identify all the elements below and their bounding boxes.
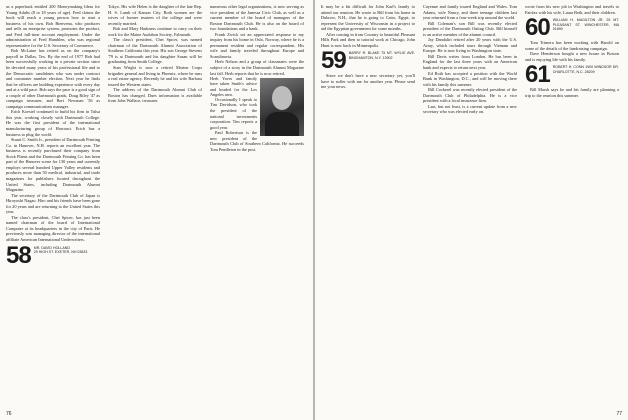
photo-caption: Herb Yaves and family have taken Smith's advice and headed for the Los Angeles area. (210, 76, 257, 97)
class-secretary-address: BARRY R. BLAKE 75 MT. WYLIE AVE. BINGHAMTON, N.Y. 13902 (348, 51, 415, 60)
paragraph: Dave Henderson bought a new house in Boston and is enjoying life with his family. (525, 51, 619, 62)
paragraph: Tokyo. His wife Helen is the daughter of the late Rep. H. S. Lamb of Kansas City. Both women are the wives of former trustees of the college and were recently married. (108, 4, 202, 26)
paragraph: Since we don't have a new secretary yet, you'll have to suffer with me for another year. Please send me your news. (321, 73, 415, 90)
paragraph: Bill Marsh says he and his family are planning a trip to the reunion this summer. (525, 87, 619, 98)
class-year: 60 (525, 14, 550, 42)
paragraph: Last, but not least, is a current update from a new secretary who was elected early on. (423, 103, 517, 115)
paragraph: Paul Robertson is the new president of the Dartmouth Club of Southern California. He succeeds Tom Pendleton in the post. (210, 130, 304, 152)
right-column-3 (525, 4, 619, 98)
paragraph: Bill Davis writes from London. He has been in England for the last three years with an American bank and expects to return next year. (423, 53, 517, 71)
secretary-name: MR. DAVID HOLLAND (33, 245, 70, 250)
right-page (315, 0, 628, 420)
paragraph: The address of the Dartmouth Alumni Club of Boston has changed. Dues information is available from John Wallace, treasurer. (108, 87, 202, 104)
left-column-3 (210, 4, 304, 152)
paragraph: It may be a bit difficult for John Karl's family to attend our reunion. He wrote to Bill from his home in Dubrow, N.H., that he is going to Cairo, Egypt, to represent the University of Wisconsin in a project to aid the Egyptian government for some months. (321, 4, 415, 32)
class-secretary-address: ROBERT H. CONN 1900 WINDSOR DR. CHARLOTTE, N.C. 28209 (552, 65, 619, 74)
paragraph: Bob McLaine has retired as on the company's payroll in Dallas, Tex. By the end of 1977 Bob had been successfully working in a private section since he devoted many years of his professional life and to the Democratic candidates who was under contract and commuter number election. Next year he finds that he officers are building experience with every day and at a wild pace. Bob says the pace is a good sign of a couple of other Dartmouth grads, Doug Riley '47 as campaign treasurer, and Bert Newman '56 as campaign communications manager. (6, 48, 100, 109)
class-secretary-address: WILLIAM H. MAGILTON JR. 25 MT. PLEASANT ST. WINCHESTER, MA 01890 (552, 18, 619, 31)
paragraph: numerous other legal organizations, is now serving as vice president of the Janessa Civic Club, as well as a current member of the board of managers of the Boston Dartmouth Club. He is also on the board of two foundations and a bank. (210, 4, 304, 32)
class-year: 59 (321, 47, 346, 75)
paragraph: Frank Zwick set an appreciated response to my inquiry from his home in Oslo, Norway, where he is a permanent resident and regular correspondent. His wife and family traveled throughout Europe and Scandinavia. (210, 31, 304, 59)
page-number: 77 (616, 411, 622, 417)
class-photo (260, 78, 304, 136)
paragraph: wrote from his new job in Washington and travels to Fairfax with his wife, Laura Beth, and their children. (525, 4, 619, 15)
paragraph: Bob and Mary Harkness continue to carry on their work for the Maine Audubon Society, Falmouth. (108, 26, 202, 37)
class-heading-60 (525, 14, 619, 42)
class-year: 58 (6, 241, 31, 269)
left-column-1 (6, 4, 100, 268)
class-year: 61 (525, 61, 550, 89)
paragraph: Stuart C. Smith Jr., president of Dartmouth Printing Co. in Hanover, N.H. reports an excellent year. The business is recently purchased their company from Stock Plants and the Dartmouth Printing Co. has been part of the Hanover scene for 130 years and currently employs several hundred Upper Valley residents and produces more than 50 medical, industrial, and trade magazines for publishers located throughout the United States, including Dartmouth Alumni Magazine. (6, 137, 100, 193)
paragraph: Cayenne and family toured England and Wales. Tom Adams, wife Nancy, and three teenage children last year returned from a four-week trip around the world. (423, 4, 517, 21)
paragraph: as a paperback entitled 200 Moneymaking Ideas for Young Adults (8 to 18 years of age). Fred claims the book will reach a young person how to start a business of his own. Bob Bienvenu, who produces and sells an enterprise system, promotes the product, and Fred full-time account employment. Under the administration of Fred Hamblen, who was regional representative for the U.S. Secretary of Commerce. (6, 4, 100, 48)
paragraph: Jay Dandaliri retired after 20 years with the U.S. Army, which included tours through Vietnam and Europe. He is now living in Washington state. (423, 37, 517, 54)
paragraph: Bill Coleman's son Bill was recently elected president of the Dartmouth Outing Club. Bill himself is an active member of the alumni council. (423, 20, 517, 37)
paragraph: After coming in from Country to beautiful Pleasant Hills Park and then to tutorial work at Chicago, John Hunt is now back in Minneapolis. (321, 31, 415, 48)
paragraph: The class's president, Chet Spicer, was named chairman of the Dartmouth Alumni Association of Southern California this year. His son George Stevens '79 is at Dartmouth and his daughter Susan will be graduating from Smith College. (108, 37, 202, 65)
right-column-2 (423, 4, 517, 115)
class-secretary-address (34, 246, 88, 255)
paragraph: Erich Koestel continued to build his firm in Tulsa this year, working closely with Dartmouth College. He was the first president of the international manufacturing group of Harcourt. Erich has a business to plug the world. (6, 109, 100, 137)
paragraph: Stan Wright is now a retired Marine Corps brigadier general and living in Phoenix, where he runs a real estate agency. Recently he and his wife Barbara toured the Western states. (108, 65, 202, 87)
class-heading-59 (321, 47, 415, 75)
left-column-2 (108, 4, 202, 104)
paragraph: The secretary of the Dartmouth Club of Japan is Hiroyoshi Nagao. Hiro and his friends have been gone for 20 years and are returning to the United States this year. (6, 192, 100, 215)
paragraph: The class's president, Chet Spicer, has just been named chairman of the board of International Computer at its headquarters in the city of Paris. He previously was managing director of the international affiliate American International Underwriters. (6, 214, 100, 242)
paragraph: Bill Cockerel was recently elected president of the Dartmouth Club of Philadelphia. He is a vice president with a local insurance firm. (423, 87, 517, 104)
paragraph: Ed Roth has accepted a position with the World Bank in Washington, D.C., and will be moving there with his family this summer. (423, 70, 517, 87)
class-heading-61 (525, 61, 619, 89)
secretary-address-lines: 29 HIGH ST. EXETER, NH 03833 (33, 249, 88, 254)
class-heading-58 (6, 241, 100, 269)
left-page (0, 0, 313, 420)
page-number: 76 (6, 411, 12, 417)
paragraph: Tom Trimera has been working with Harold on some of the details of the fundraising campaign. (525, 40, 619, 51)
paragraph: Herb Nelson and a group of classmates were the subject of a story in the Dartmouth Alumni Magazine last fall. Herb reports that he is now retired. (210, 59, 304, 76)
paragraph: Occasionally I speak to Tim Davidson, who took the president of the national investments corporation. Tim reports a good year. (210, 96, 257, 130)
right-column-1 (321, 4, 415, 90)
